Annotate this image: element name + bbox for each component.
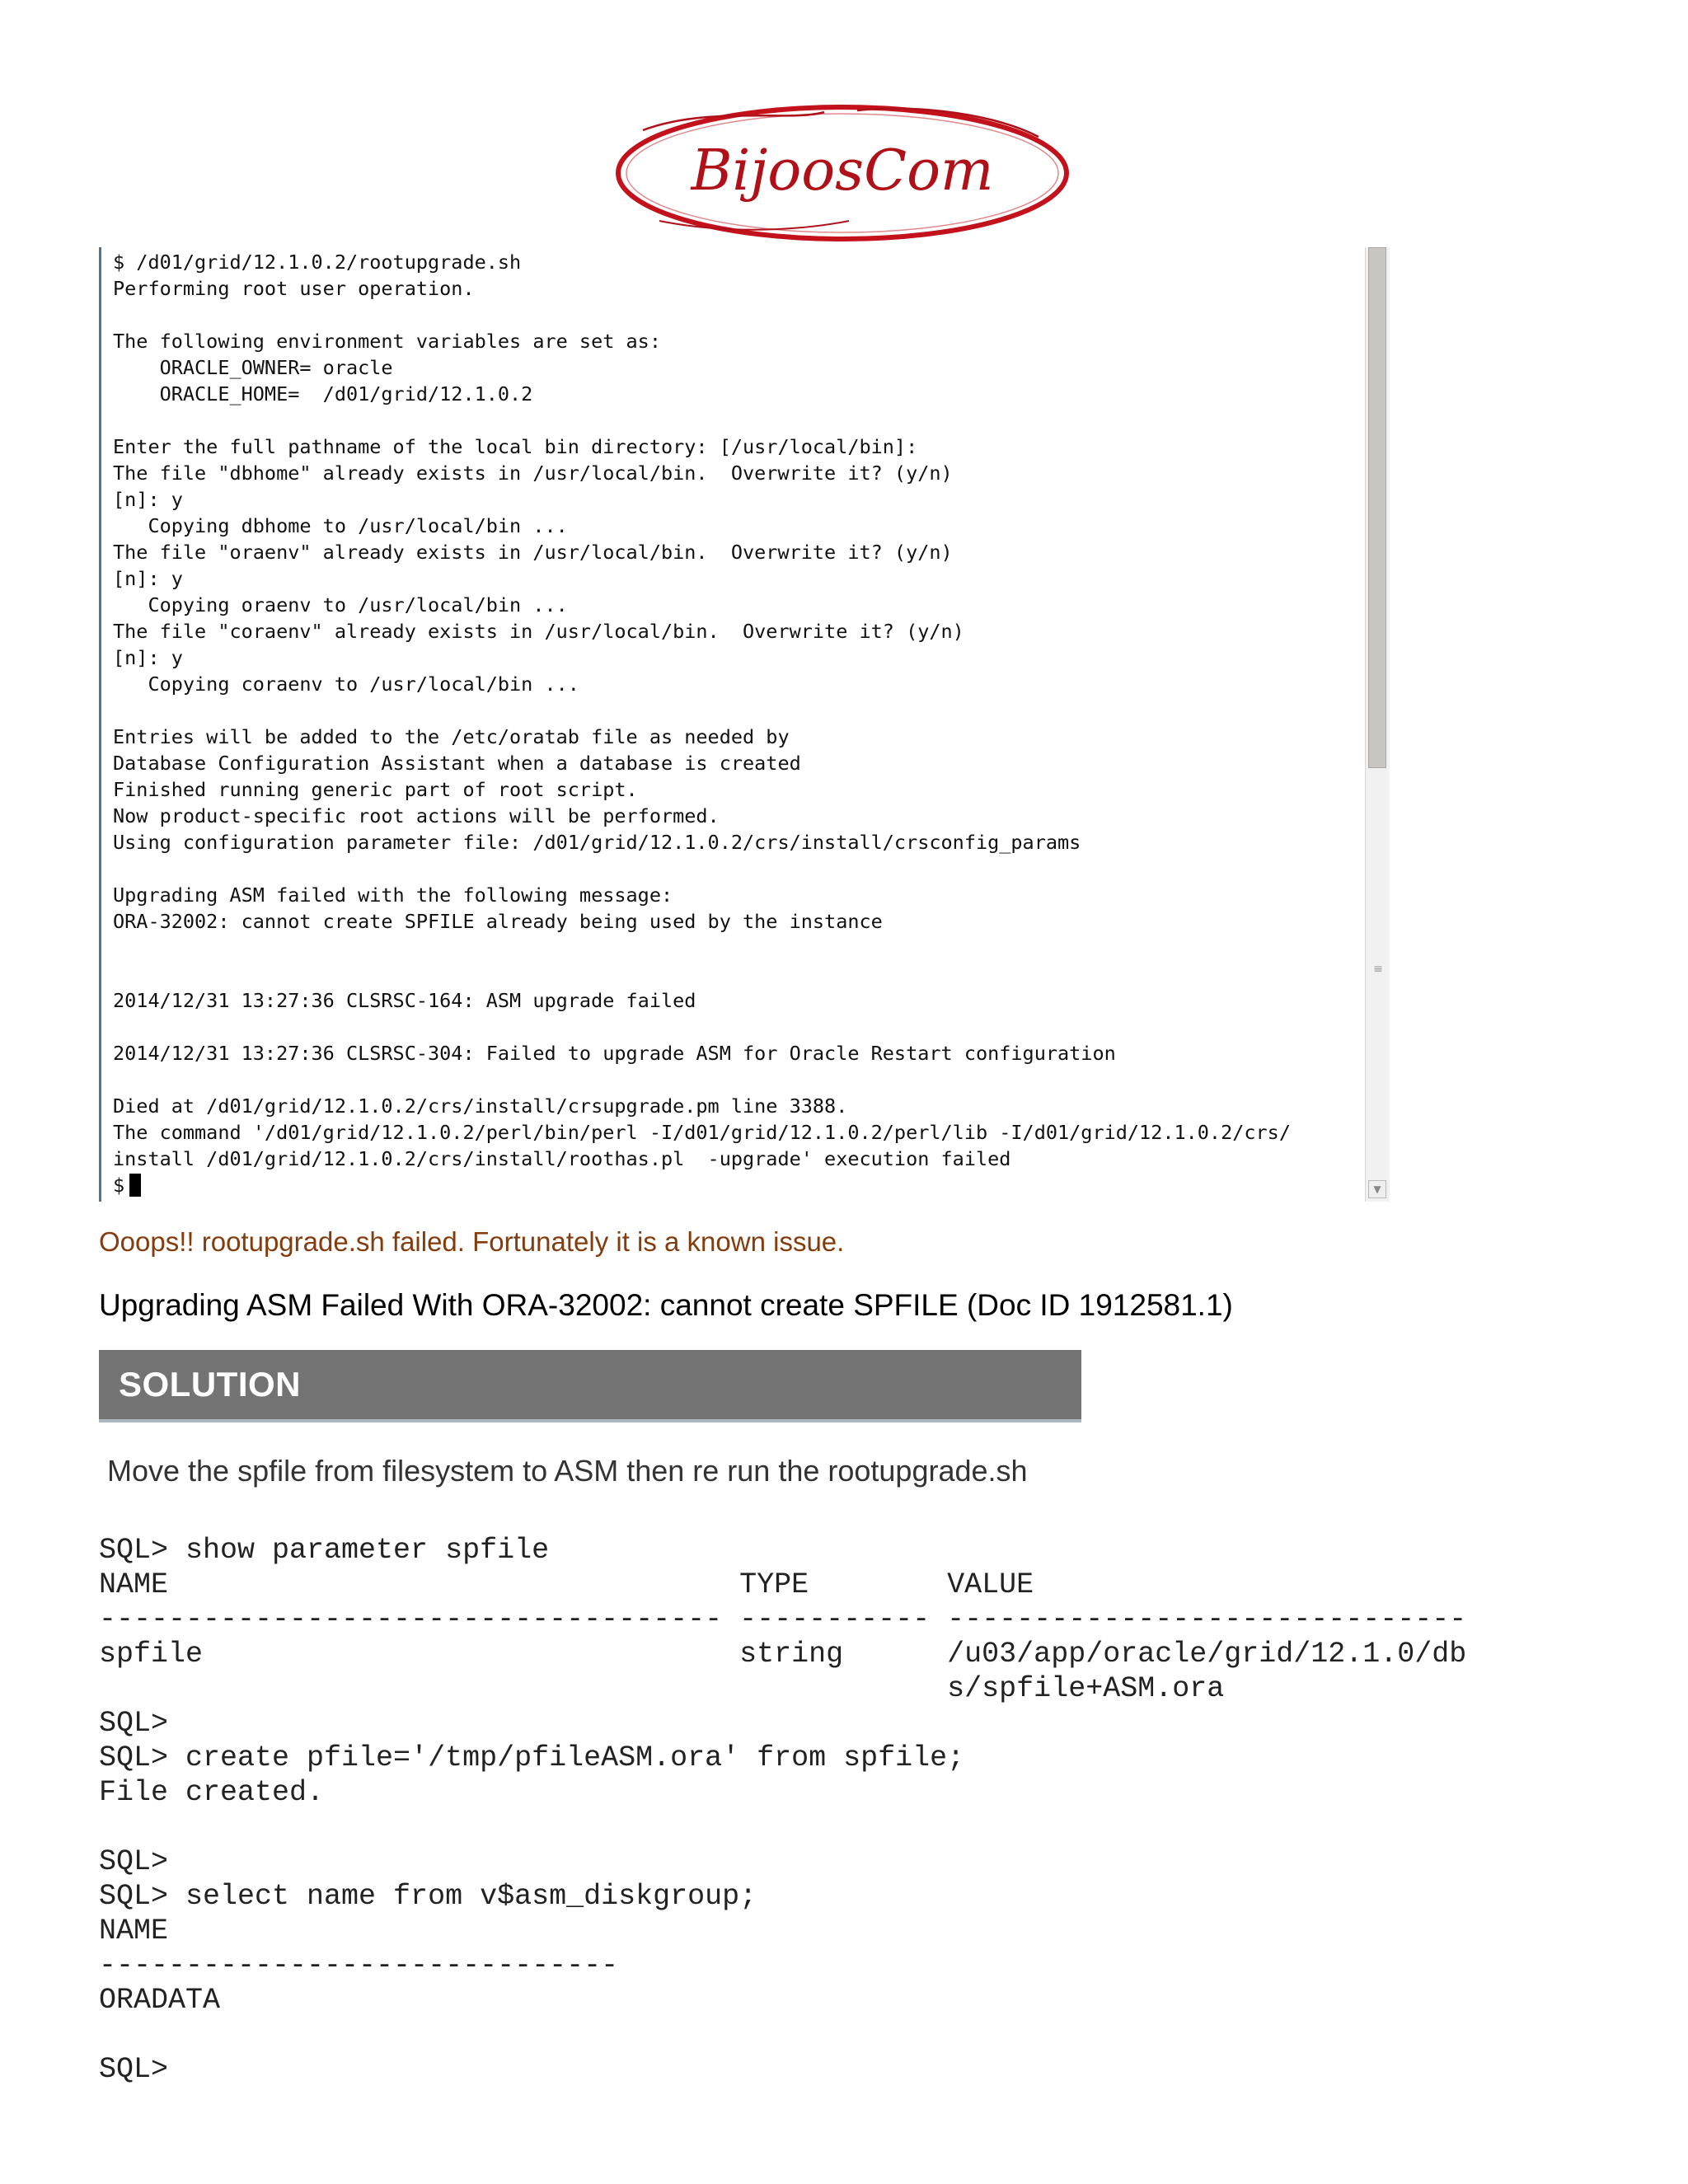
terminal-line: Finished running generic part of root script. [113,778,638,801]
sql-line: NAME TYPE VALUE [99,1568,1034,1601]
terminal-line: Now product-specific root actions will be performed. [113,804,720,827]
terminal-line: Entries will be added to the /etc/oratab file as needed by [113,725,790,748]
sql-line: SQL> create pfile='/tmp/pfileASM.ora' from spfile; [99,1741,965,1774]
terminal-line [113,1014,1374,1040]
sql-line: SQL> [99,1707,169,1740]
sql-line [99,2018,1466,2052]
solution-banner [99,1350,1081,1422]
terminal-line: The file "dbhome" already exists in /usr/local/bin. Overwrite it? (y/n) [113,462,953,485]
terminal-line: install /d01/grid/12.1.0.2/crs/install/roothas.pl -upgrade' execution failed [113,1147,1011,1170]
terminal-line: Performing root user operation. [113,277,475,300]
terminal-line: The file "coraenv" already exists in /usr/local/bin. Overwrite it? (y/n) [113,620,964,643]
sql-line: SQL> [99,1845,169,1878]
sql-line: SQL> select name from v$asm_diskgroup; [99,1880,757,1913]
terminal-line: Upgrading ASM failed with the following message: [113,883,673,907]
sql-line: SQL> [99,2053,169,2086]
site-logo [610,97,1076,247]
terminal-output [113,249,1374,1198]
doc-title: Upgrading ASM Failed With ORA-32002: cannot create SPFILE (Doc ID 1912581.1) [99,1288,1233,1322]
terminal-line [113,407,1374,434]
terminal-line: [n]: y [113,567,183,590]
scroll-down-arrow-icon[interactable]: ▼ [1368,1180,1386,1198]
failure-note: Ooops!! rootupgrade.sh failed. Fortunately it is a known issue. [99,1226,845,1257]
terminal-scrollbar[interactable] [1365,247,1390,1202]
terminal-prompt: $ [113,1174,125,1197]
terminal-line: [n]: y [113,488,183,511]
scroll-grip-icon: ≡ [1373,963,1383,976]
terminal-line: $ /d01/grid/12.1.0.2/rootupgrade.sh [113,251,522,274]
terminal-line: Enter the full pathname of the local bin directory: [/usr/local/bin]: [113,435,918,458]
terminal-line: The following environment variables are set as: [113,330,661,353]
sql-line: ------------------------------------ ----------- ------------------------------ [99,1603,1467,1636]
terminal-line: ORA-32002: cannot create SPFILE already being used by the instance [113,910,883,933]
terminal-line: Copying coraenv to /usr/local/bin ... [113,673,579,696]
terminal-line: Copying dbhome to /usr/local/bin ... [113,514,568,537]
sql-session [99,1533,1466,2087]
terminal-line: 2014/12/31 13:27:36 CLSRSC-164: ASM upgrade failed [113,989,696,1012]
sql-line: s/spfile+ASM.ora [99,1672,1225,1705]
terminal-line: The command '/d01/grid/12.1.0.2/perl/bin/perl -I/d01/grid/12.1.0.2/perl/lib -I/d01/grid/12.1.0.2/crs/ [113,1121,1291,1144]
terminal-cursor [129,1174,141,1197]
sql-line: ------------------------------ [99,1949,619,1982]
terminal-line: ORACLE_OWNER= oracle [113,356,393,379]
terminal-line: The file "oraenv" already exists in /usr/local/bin. Overwrite it? (y/n) [113,541,953,564]
terminal-prompt-line[interactable] [113,1172,1374,1198]
scrollbar-thumb[interactable] [1368,247,1386,768]
solution-instruction: Move the spfile from filesystem to ASM then re run the rootupgrade.sh [107,1454,1028,1488]
terminal-line: Died at /d01/grid/12.1.0.2/crs/install/crsupgrade.pm line 3388. [113,1094,848,1118]
sql-line: File created. [99,1776,325,1809]
terminal-line [113,935,1374,961]
terminal-line: 2014/12/31 13:27:36 CLSRSC-304: Failed to upgrade ASM for Oracle Restart configuration [113,1042,1116,1065]
terminal-line: Database Configuration Assistant when a database is created [113,752,801,775]
terminal-line: Copying oraenv to /usr/local/bin ... [113,593,568,616]
sql-line [99,1810,1466,1844]
terminal-line: Using configuration parameter file: /d01/grid/12.1.0.2/crs/install/crsconfig_params [113,831,1081,854]
sql-line: NAME [99,1915,169,1947]
logo-text: BijoosCom [691,138,994,204]
terminal-window [99,247,1390,1202]
terminal-line [113,697,1374,724]
terminal-line [113,855,1374,882]
terminal-line [113,302,1374,328]
sql-line: spfile string /u03/app/oracle/grid/12.1.0/db [99,1638,1467,1671]
terminal-line [113,961,1374,987]
terminal-line: [n]: y [113,646,183,669]
sql-line: ORADATA [99,1984,221,2017]
terminal-line [113,1066,1374,1093]
terminal-line: ORACLE_HOME= /d01/grid/12.1.0.2 [113,382,533,405]
sql-line: SQL> show parameter spfile [99,1534,550,1567]
solution-label: SOLUTION [119,1365,301,1404]
